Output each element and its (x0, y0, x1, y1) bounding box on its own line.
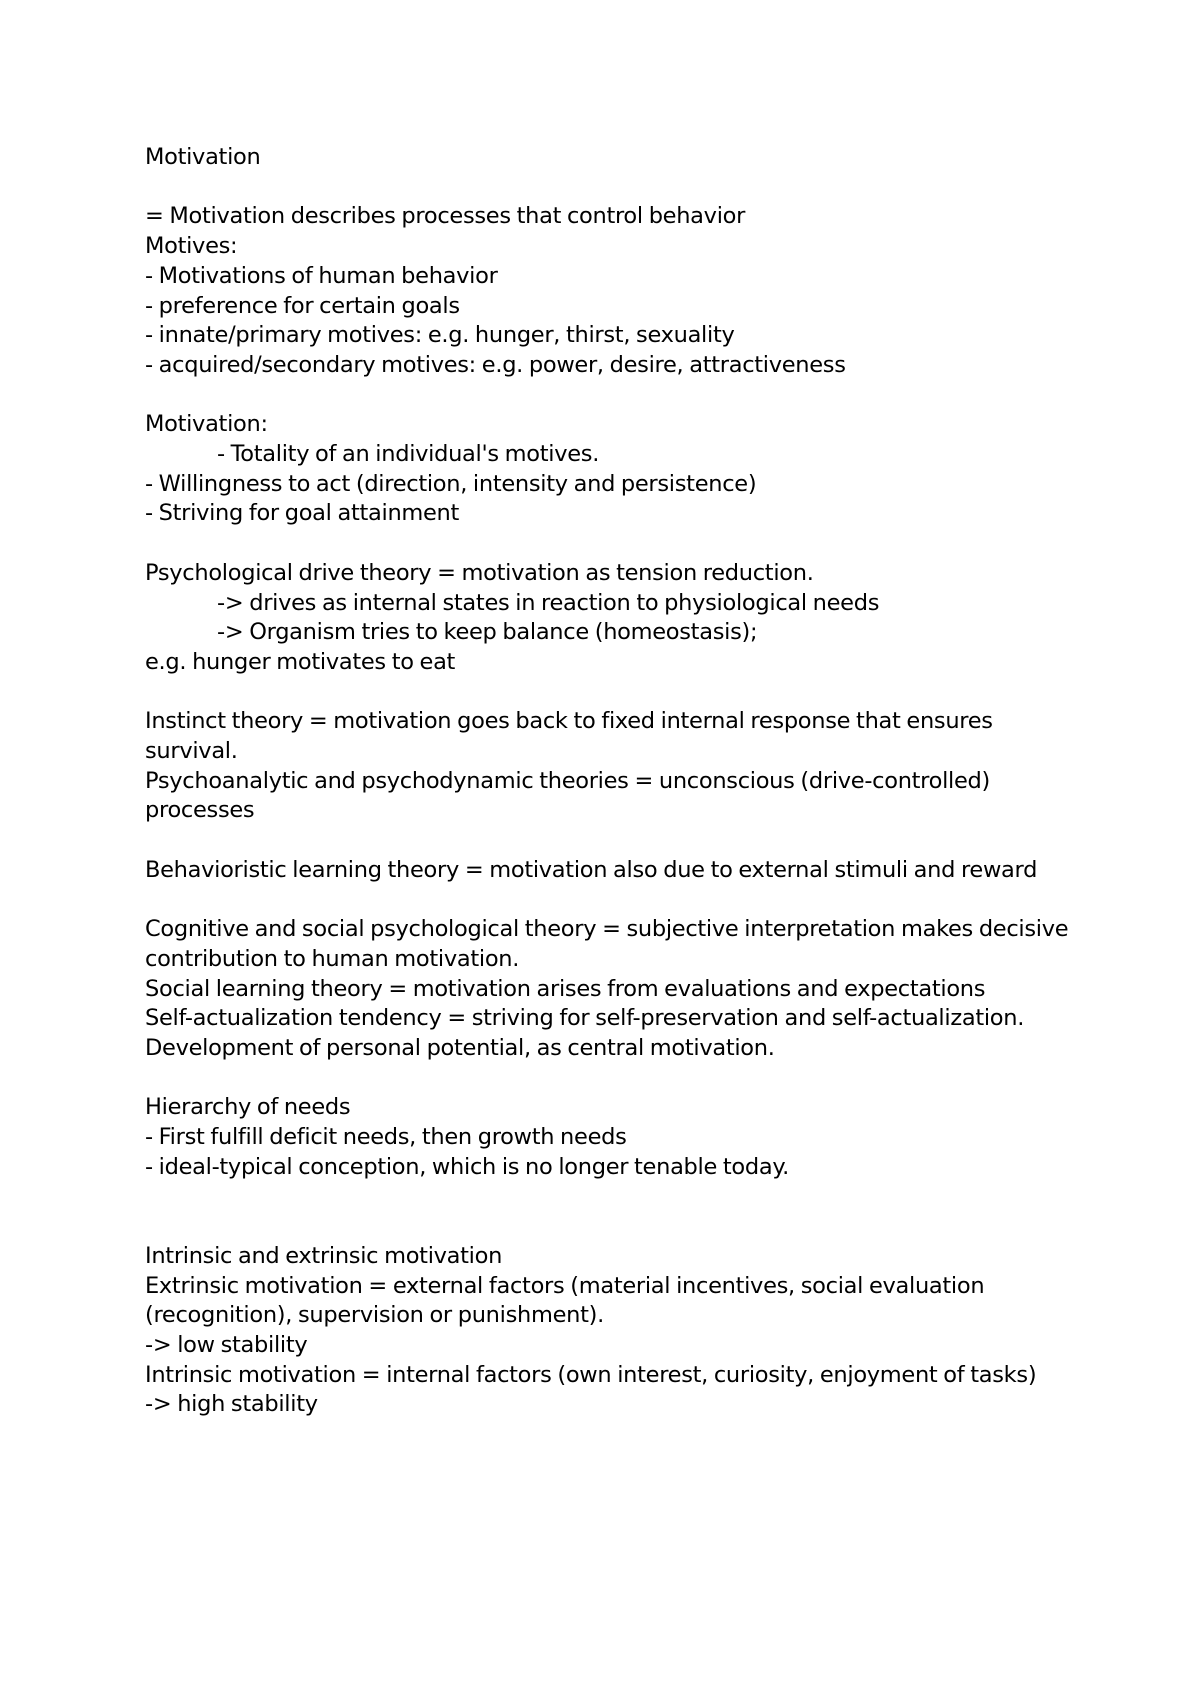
list-item: - innate/primary motives: e.g. hunger, thirst, sexuality (145, 322, 735, 349)
self-actualization-paragraph: Self-actualization tendency = striving for self-preservation and self-actualization. Development of personal potential, as central motivation. (145, 1005, 1030, 1061)
instinct-theory-paragraph: Instinct theory = motivation goes back to fixed internal response that ensures survival. (145, 708, 999, 764)
list-item: - ideal-typical conception, which is no longer tenable today. (145, 1153, 789, 1180)
list-item: - Totality of an individual's motives. (217, 441, 600, 467)
list-item: - Striving for goal attainment (145, 500, 460, 527)
spacer (145, 381, 1075, 411)
extrinsic-paragraph: Extrinsic motivation = external factors (material incentives, social evaluation (recognition), supervision or punishment). (145, 1272, 991, 1329)
spacer (145, 886, 1075, 916)
list-item: - First fulfill deficit needs, then growth needs (145, 1124, 627, 1151)
motivation-definition: = Motivation describes processes that control behavior (145, 203, 746, 230)
social-learning-paragraph: Social learning theory = motivation arises from evaluations and expectations (145, 975, 986, 1002)
motives-heading: Motives: (145, 233, 238, 260)
hierarchy-heading: Hierarchy of needs (145, 1094, 351, 1121)
spacer (145, 826, 1075, 856)
motivation-heading: Motivation: (145, 411, 268, 438)
intrinsic-paragraph: Intrinsic motivation = internal factors (own interest, curiosity, enjoyment of tasks) (145, 1361, 1037, 1388)
spacer (145, 529, 1075, 559)
intrinsic-stability: -> high stability (145, 1391, 318, 1418)
document-body (145, 143, 1075, 1420)
list-item: - acquired/secondary motives: e.g. power, desire, attractiveness (145, 351, 846, 378)
spacer (145, 173, 1075, 203)
psychoanalytic-paragraph: Psychoanalytic and psychodynamic theories = unconscious (drive-controlled) processes (145, 767, 996, 824)
drive-theory-point: -> drives as internal states in reaction to physiological needs (217, 589, 880, 616)
document-title: Motivation (145, 144, 261, 170)
list-item: - Willingness to act (direction, intensity and persistence) (145, 470, 757, 497)
list-item: - Motivations of human behavior (145, 262, 498, 289)
extrinsic-stability: -> low stability (145, 1332, 308, 1358)
spacer (145, 1064, 1075, 1094)
drive-theory-point: -> Organism tries to keep balance (homeostasis); (217, 619, 758, 646)
list-item: - preference for certain goals (145, 292, 460, 319)
intrinsic-extrinsic-heading: Intrinsic and extrinsic motivation (145, 1242, 503, 1269)
drive-theory-example: e.g. hunger motivates to eat (145, 648, 456, 675)
cognitive-paragraph: Cognitive and social psychological theory = subjective interpretation makes decisive contribution to human motivation. (145, 916, 1075, 972)
spacer (145, 678, 1075, 708)
behavioristic-paragraph: Behavioristic learning theory = motivation also due to external stimuli and reward (145, 856, 1038, 883)
spacer (145, 1183, 1075, 1242)
drive-theory-definition: Psychological drive theory = motivation as tension reduction. (145, 559, 814, 586)
